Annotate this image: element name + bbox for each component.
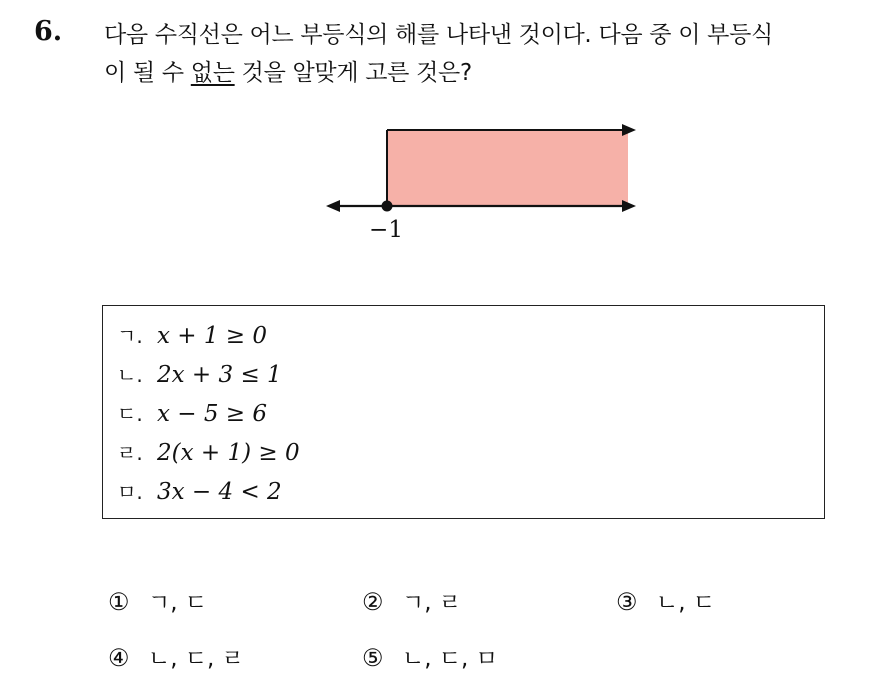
- solution-ray-arrow-head: [622, 124, 636, 136]
- answer-text: ㄱ, ㄹ: [402, 590, 462, 616]
- answer-option-3[interactable]: [616, 584, 715, 617]
- statement-mark: ㅁ.: [117, 480, 143, 504]
- question-line-2-end: 것을 알맞게 고른 것은?: [234, 60, 472, 86]
- statement-row: [117, 437, 300, 466]
- answer-number: ③: [616, 588, 638, 616]
- statement-mark: ㄹ.: [117, 441, 143, 465]
- statement-expression: 2x + 3 ≤ 1: [157, 362, 282, 388]
- statement-mark: ㄴ.: [117, 363, 143, 387]
- statement-row: [117, 359, 282, 388]
- statement-expression: 3x − 4 < 2: [157, 479, 282, 505]
- answer-number: ②: [362, 588, 384, 616]
- answer-text: ㄴ, ㄷ, ㄹ: [148, 646, 244, 672]
- answer-option-1[interactable]: [108, 584, 207, 617]
- answer-option-2[interactable]: [362, 584, 461, 617]
- answer-text: ㄴ, ㄷ, ㅁ: [402, 646, 498, 672]
- statement-expression: x − 5 ≥ 6: [157, 401, 268, 427]
- left-arrow-head: [326, 200, 340, 212]
- statements-box: [102, 305, 825, 519]
- question-line-2: [104, 54, 874, 92]
- statement-row: [117, 320, 267, 349]
- answer-option-5[interactable]: [362, 640, 498, 673]
- statement-expression: x + 1 ≥ 0: [157, 323, 268, 349]
- answer-text: ㄴ, ㄷ: [656, 590, 716, 616]
- statement-row: [117, 398, 267, 427]
- answer-text: ㄱ, ㄷ: [148, 590, 208, 616]
- question-line-1: 다음 수직선은 어느 부등식의 해를 나타낸 것이다. 다음 중 이 부등식: [104, 22, 773, 48]
- answer-number: ⑤: [362, 644, 384, 672]
- underlined-word: 없는: [190, 60, 235, 86]
- statement-row: [117, 476, 282, 505]
- point-label: −1: [369, 217, 403, 243]
- question-line-2-start: 이 될 수: [104, 60, 191, 86]
- closed-point: [382, 201, 393, 212]
- question-number: 6.: [34, 16, 63, 47]
- number-line-figure: [320, 118, 650, 248]
- statement-expression: 2(x + 1) ≥ 0: [157, 440, 300, 466]
- statement-mark: ㄷ.: [117, 402, 143, 426]
- right-arrow-head: [622, 200, 636, 212]
- answer-option-4[interactable]: [108, 640, 244, 673]
- answer-number: ④: [108, 644, 130, 672]
- solution-shade: [387, 130, 628, 206]
- answer-number: ①: [108, 588, 130, 616]
- question-stem: [104, 16, 874, 92]
- statement-mark: ㄱ.: [117, 324, 143, 348]
